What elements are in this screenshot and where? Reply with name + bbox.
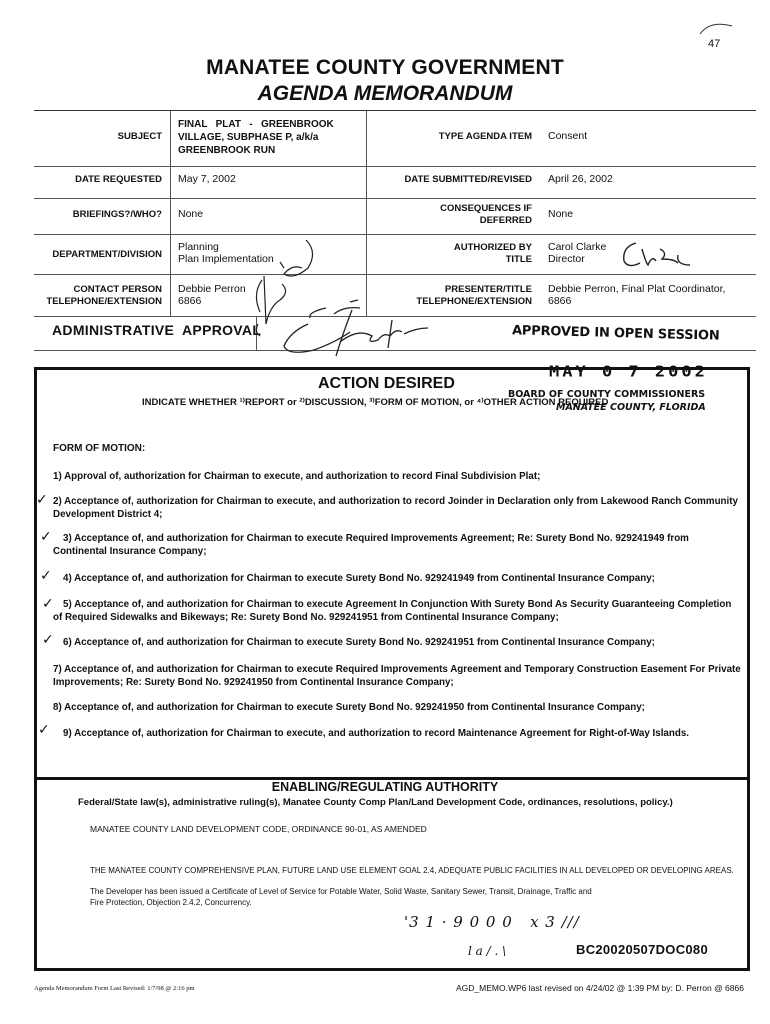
indicate-whether-line: INDICATE WHETHER ¹⁾REPORT or ²⁾DISCUSSION, ³⁾FORM OF MOTION, or ⁴⁾OTHER ACTION REQUIRED bbox=[142, 397, 609, 408]
authorized-label-line: TITLE bbox=[505, 253, 532, 265]
motion-text: Acceptance of, and authorization for Chairman to execute Surety Bond No. 929241950 from Continental Insurance Company; bbox=[64, 702, 645, 713]
page-corner-mark bbox=[696, 18, 736, 38]
column-divider bbox=[366, 111, 367, 317]
page-number: 47 bbox=[708, 38, 721, 50]
enabling-authority-subtitle: Federal/State law(s), administrative ruling(s), Manatee County Comp Plan/Land Development Code, ordinances, resolutions, policy.) bbox=[78, 797, 673, 808]
comprehensive-plan-text: THE MANATEE COUNTY COMPREHENSIVE PLAN, FUTURE LAND USE ELEMENT GOAL 2.4, ADEQUATE PUBLIC FACILITIES IN ALL DEVELOPED OR DEVELOPING AREAS. bbox=[90, 866, 734, 875]
enabling-authority-title: ENABLING/REGULATING AUTHORITY bbox=[271, 780, 499, 794]
authorized-line: Director bbox=[548, 253, 585, 265]
checkmark-icon: ✓ bbox=[36, 492, 48, 508]
briefings-value: None bbox=[178, 208, 204, 220]
authorized-label bbox=[370, 242, 532, 265]
date-submitted-label: DATE SUBMITTED/REVISED bbox=[404, 174, 532, 185]
checkmark-icon: ✓ bbox=[38, 722, 50, 738]
motion-item-6 bbox=[53, 636, 743, 649]
contact-line: Debbie Perron bbox=[178, 283, 246, 295]
subject-value bbox=[178, 118, 364, 157]
approved-stamp: APPROVED IN OPEN SESSION bbox=[511, 323, 720, 344]
presenter-line: Debbie Perron, Final Plat Coordinator, bbox=[548, 283, 726, 295]
document-id: BC20020507DOC080 bbox=[576, 942, 708, 957]
handwritten-number: '3 1 · 9 0 0 0 x 3 /// bbox=[404, 913, 580, 931]
motion-text: Acceptance of, and authorization for Chairman to execute Surety Bond No. 929241949 from Continental Insurance Company; bbox=[74, 573, 655, 584]
department-line: Planning bbox=[178, 241, 219, 253]
date-requested-value: May 7, 2002 bbox=[178, 173, 236, 185]
date-requested-label: DATE REQUESTED bbox=[75, 174, 162, 185]
contact-label-line: TELEPHONE/EXTENSION bbox=[46, 295, 162, 307]
footer-form-revision: Agenda Memorandum Form Last Revised: 1/7/98 @ 2:16 pm bbox=[34, 985, 195, 992]
developer-line: Fire Protection, Objection 2.4.2, Concurrency. bbox=[90, 897, 252, 907]
consequences-label bbox=[370, 203, 532, 226]
department-line: Plan Implementation bbox=[178, 253, 274, 265]
presenter-value bbox=[548, 283, 725, 307]
motion-text: Approval of, authorization for Chairman to execute, and authorization to record Final Subdivision Plat; bbox=[64, 471, 541, 482]
motion-item-7 bbox=[53, 663, 743, 689]
developer-line: The Developer has been issued a Certificate of Level of Service for Potable Water, Solid Waste, Sanitary Sewer, Transit, Drainage, Traffic and bbox=[90, 887, 592, 896]
administrative-approval-label: ADMINISTRATIVE APPROVAL bbox=[52, 322, 262, 338]
department-label: DEPARTMENT/DIVISION bbox=[52, 249, 162, 260]
government-title: MANATEE COUNTY GOVERNMENT bbox=[206, 56, 564, 79]
contact-label bbox=[34, 284, 162, 307]
consequences-label-line: DEFERRED bbox=[479, 214, 532, 226]
motion-text: Acceptance of, authorization for Chairman to execute, and authorization to record Joinder in Declaration only from Lakewood Ranch Community Development District 4; bbox=[53, 496, 738, 520]
checkmark-icon: ✓ bbox=[40, 568, 52, 584]
checkmark-icon: ✓ bbox=[42, 632, 54, 648]
motion-text: Acceptance of, and authorization for Chairman to execute Agreement In Conjunction With Surety Bond As Security Guaranteeing Completion of Required Sidewalks and Bikeways; Re: Surety Bond No. 929241951 from Continental Insurance Company; bbox=[53, 599, 732, 623]
presenter-label-line: TELEPHONE/EXTENSION bbox=[416, 295, 532, 307]
motion-item-9 bbox=[53, 727, 743, 740]
type-agenda-label: TYPE AGENDA ITEM bbox=[438, 131, 532, 142]
type-agenda-value: Consent bbox=[548, 130, 588, 142]
action-desired-title: ACTION DESIRED bbox=[318, 375, 455, 392]
motion-item-4 bbox=[53, 572, 743, 585]
administrative-signature bbox=[280, 298, 440, 362]
stamp-county: MANATEE COUNTY, FLORIDA bbox=[556, 402, 706, 413]
subject-line: FINAL PLAT - GREENBROOK bbox=[178, 119, 334, 130]
motion-item-5 bbox=[53, 598, 743, 624]
authorized-label-line: AUTHORIZED BY bbox=[453, 242, 532, 253]
motion-number: 8) bbox=[53, 702, 62, 713]
stamp-board: BOARD OF COUNTY COMMISSIONERS bbox=[508, 389, 706, 400]
authorized-signature bbox=[616, 235, 696, 275]
motion-number: 3) bbox=[63, 533, 72, 544]
subject-label: SUBJECT bbox=[117, 131, 162, 142]
handwritten-note: l a / . \ bbox=[468, 944, 507, 958]
checkmark-icon: ✓ bbox=[40, 529, 52, 545]
land-development-code: MANATEE COUNTY LAND DEVELOPMENT CODE, ORDINANCE 90-01, AS AMENDED bbox=[90, 824, 427, 834]
column-divider bbox=[170, 111, 171, 317]
developer-certificate-text bbox=[90, 887, 750, 908]
authorized-value bbox=[548, 241, 606, 265]
subject-line: GREENBROOK RUN bbox=[178, 145, 276, 156]
form-of-motion-label: FORM OF MOTION: bbox=[53, 443, 146, 454]
motion-number: 2) bbox=[53, 496, 62, 507]
contact-label-line: CONTACT PERSON bbox=[73, 284, 162, 295]
motion-number: 6) bbox=[63, 637, 72, 648]
consequences-label-line: CONSEQUENCES IF bbox=[440, 203, 532, 214]
motion-text: Acceptance of, and authorization for Chairman to execute Required Improvements Agreement; Re: Surety Bond No. 929241949 from Continental Insurance Company; bbox=[53, 533, 689, 557]
motion-item-3 bbox=[53, 532, 743, 558]
subject-line: VILLAGE, SUBPHASE P, a/k/a bbox=[178, 132, 319, 143]
footer-file-revision: AGD_MEMO.WP6 last revised on 4/24/02 @ 1:39 PM by: D. Perron @ 6866 bbox=[456, 983, 744, 993]
stamp-date: MAY 0 7 2002 bbox=[549, 363, 708, 381]
motion-item-2 bbox=[53, 495, 743, 521]
presenter-label-line: PRESENTER/TITLE bbox=[444, 284, 532, 295]
motion-number: 9) bbox=[63, 728, 72, 739]
motion-item-1 bbox=[53, 470, 743, 483]
motion-item-8 bbox=[53, 701, 743, 714]
motion-number: 4) bbox=[63, 573, 72, 584]
motion-text: Acceptance of, and authorization for Chairman to execute Surety Bond No. 929241951 from Continental Insurance Company; bbox=[74, 637, 655, 648]
briefings-label: BRIEFINGS?/WHO? bbox=[72, 209, 162, 220]
motion-text: Acceptance of, and authorization for Chairman to execute Required Improvements Agreement and Temporary Construction Easement For Private Improvements; Re: Surety Bond No. 929241950 from Continental Insurance Company; bbox=[53, 664, 741, 688]
motion-number: 5) bbox=[63, 599, 72, 610]
presenter-line: 6866 bbox=[548, 295, 572, 307]
authorized-line: Carol Clarke bbox=[548, 241, 607, 253]
date-submitted-value: April 26, 2002 bbox=[548, 173, 613, 185]
motion-number: 1) bbox=[53, 471, 62, 482]
checkmark-icon: ✓ bbox=[42, 596, 54, 612]
consequences-value: None bbox=[548, 208, 574, 220]
memo-title: AGENDA MEMORANDUM bbox=[257, 82, 513, 105]
motion-text: Acceptance of, authorization for Chairman to execute, and authorization to record Maintenance Agreement for Right-of-Way Islands. bbox=[74, 728, 690, 739]
motion-number: 7) bbox=[53, 664, 62, 675]
contact-line: 6866 bbox=[178, 295, 202, 307]
